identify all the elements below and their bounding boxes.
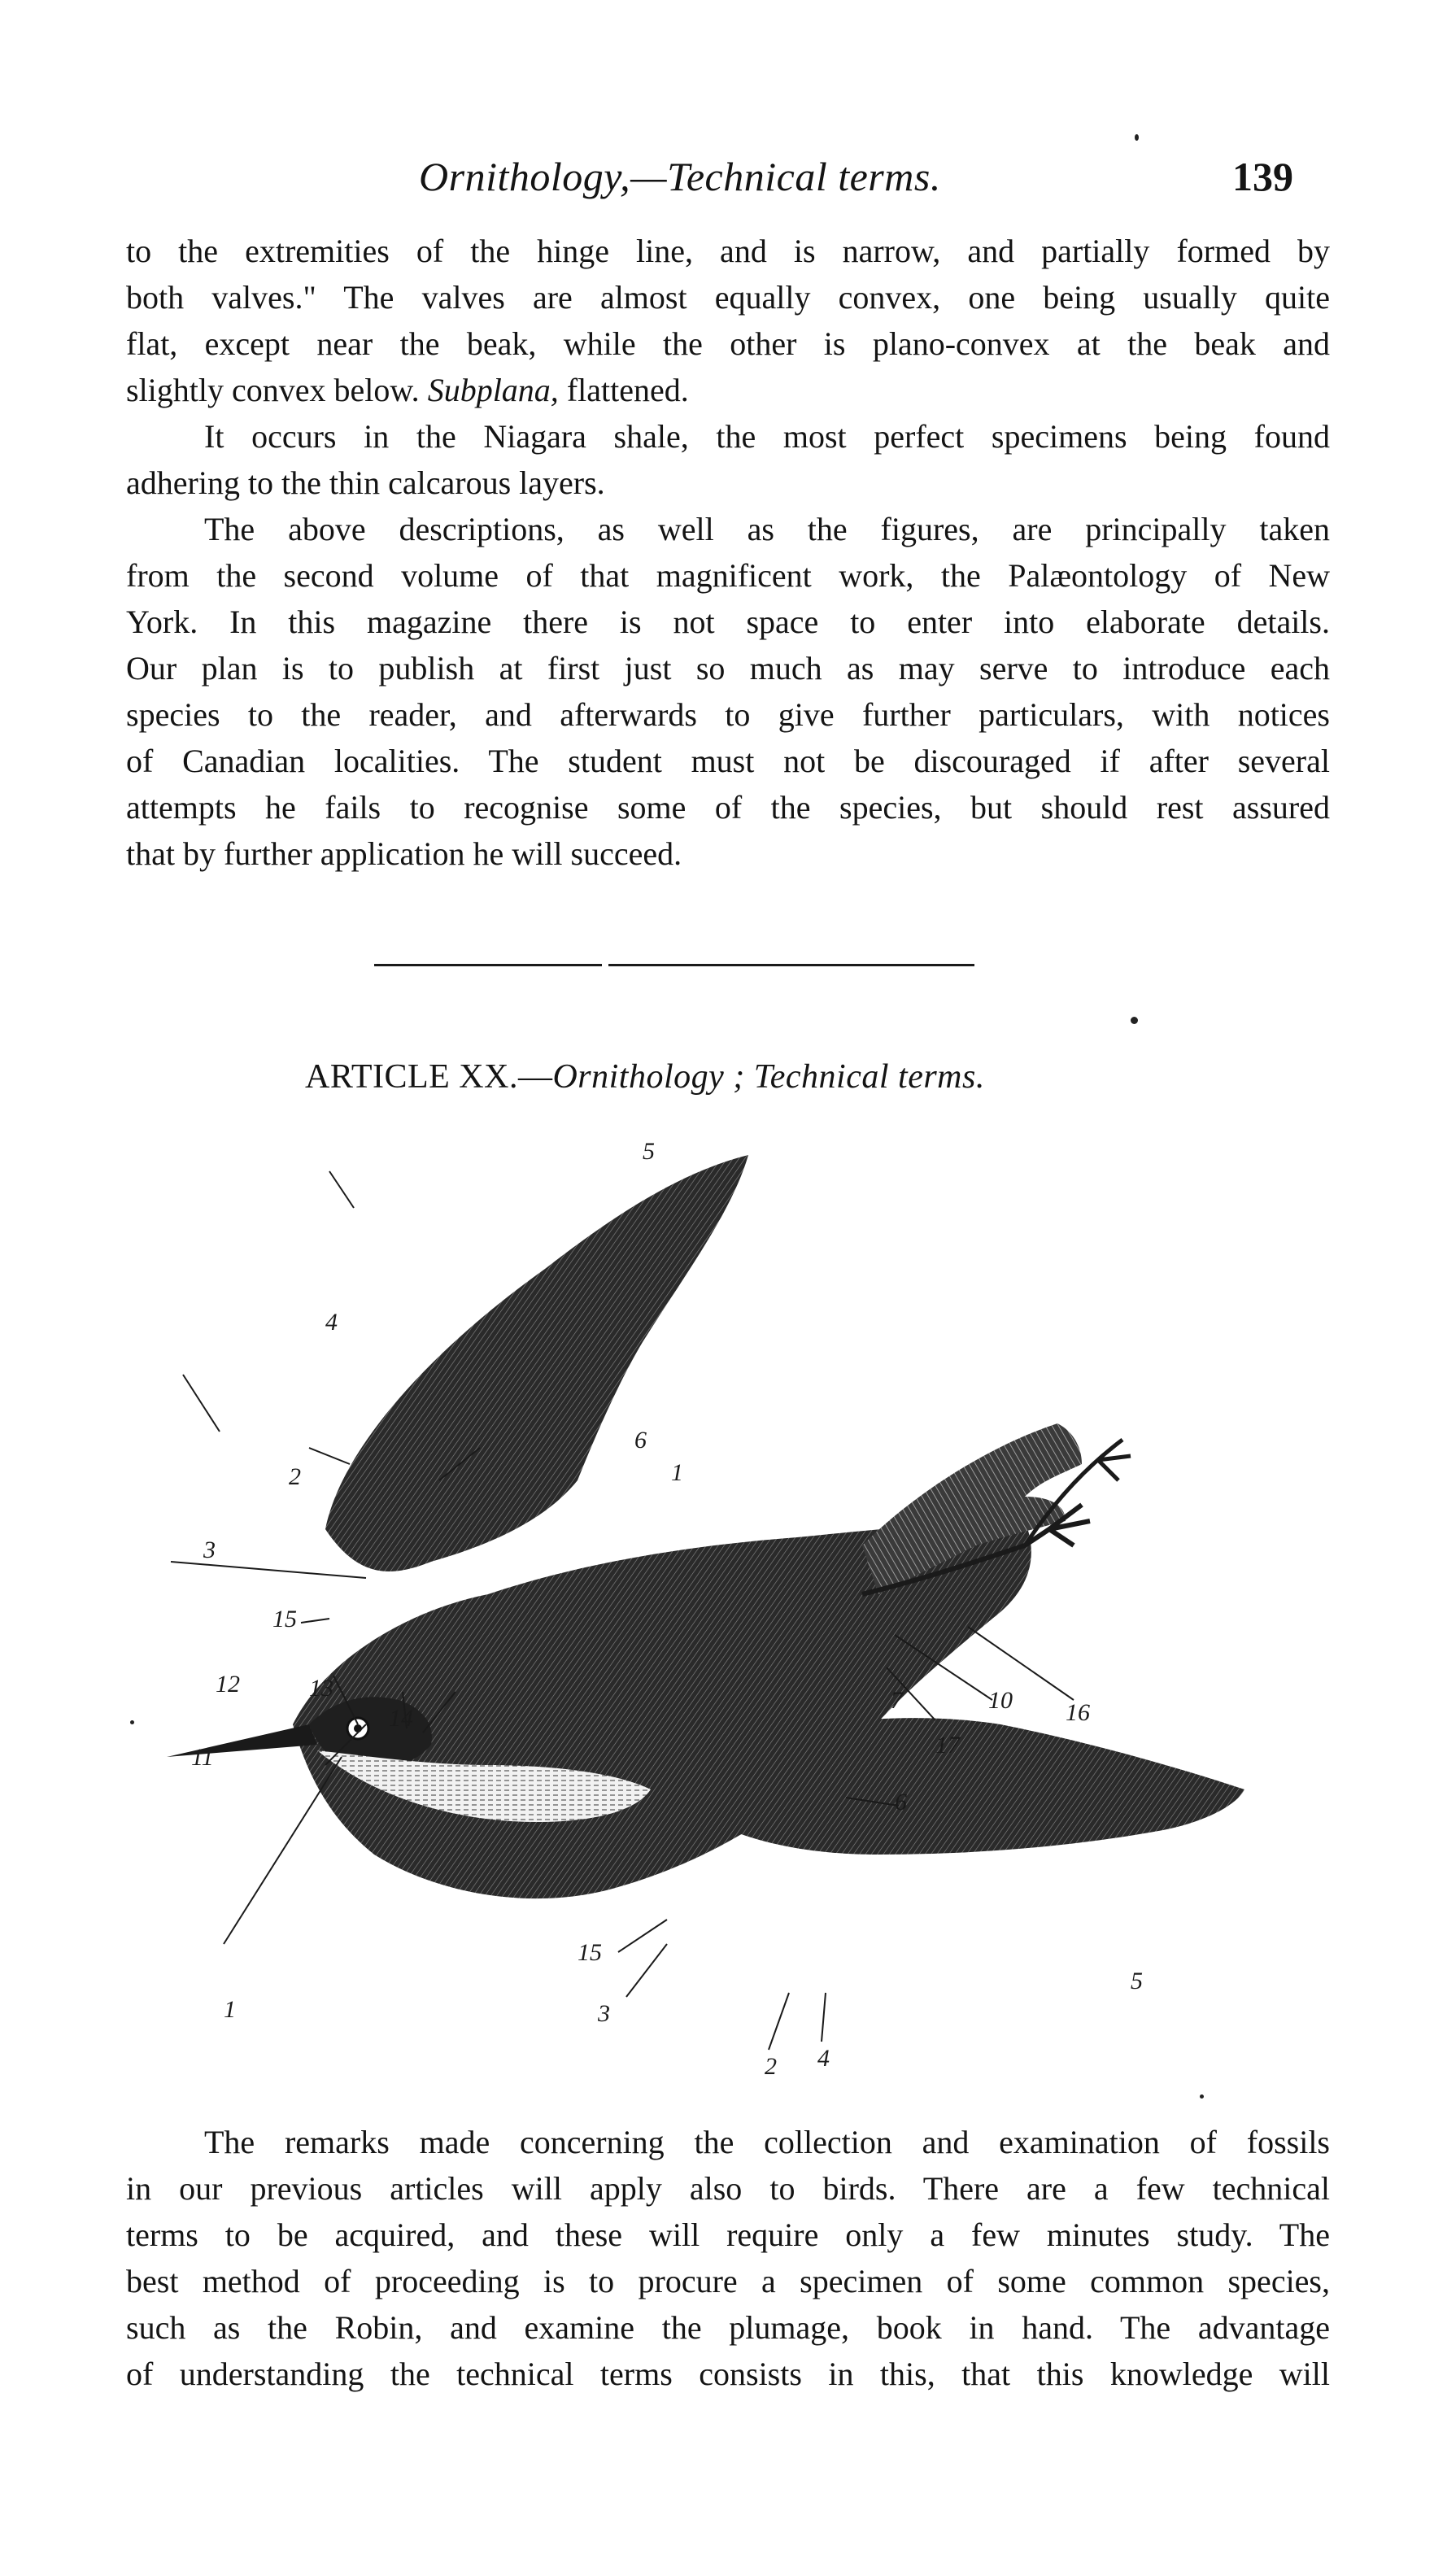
- figure-label: 4: [325, 1309, 338, 1336]
- figure-label: 6: [634, 1427, 647, 1454]
- figure-label: 15: [578, 1939, 602, 1966]
- figure-label: 2: [765, 2053, 777, 2080]
- paragraph-continuation: [126, 228, 1330, 413]
- text-line: adhering to the thin calcarous layers.: [126, 464, 605, 501]
- section-divider-right: [608, 964, 974, 966]
- text-line: flat, except near the beak, while the other is plano-convex at the beak and: [126, 325, 1330, 362]
- text-fragment: flattened.: [558, 372, 689, 408]
- text-line: terms to be acquired, and these will require only a few minutes study. The: [126, 2216, 1330, 2253]
- figure-label: 3: [598, 2000, 610, 2027]
- bird-figure: [163, 1139, 1285, 2115]
- text-line: attempts he fails to recognise some of the species, but should rest assured: [126, 789, 1330, 826]
- figure-label: 15: [272, 1606, 297, 1632]
- ink-speck: [1131, 1017, 1138, 1024]
- text-line: such as the Robin, and examine the plumage, book in hand. The advantage: [126, 2309, 1330, 2346]
- article-heading: [305, 1057, 985, 1096]
- figure-label: 16: [1066, 1699, 1090, 1726]
- text-line: The remarks made concerning the collection and examination of fossils: [204, 2124, 1330, 2160]
- text-line: It occurs in the Niagara shale, the most perfect specimens being found: [204, 418, 1330, 455]
- text-line: of Canadian localities. The student must not be discouraged if after several: [126, 743, 1330, 779]
- text-line: [126, 367, 1330, 413]
- upper-wing: [325, 1155, 748, 1571]
- ink-speck: [1135, 134, 1139, 141]
- text-line: in our previous articles will apply also to birds. There are a few technical: [126, 2170, 1330, 2207]
- figure-label: 2: [289, 1463, 301, 1490]
- text-line: both valves." The valves are almost equally convex, one being usually quite: [126, 279, 1330, 316]
- text-line: species to the reader, and afterwards to give further particulars, with notices: [126, 696, 1330, 733]
- figure-label: 10: [988, 1687, 1013, 1714]
- text-line: The above descriptions, as well as the figures, are principally taken: [204, 511, 1330, 547]
- text-line: best method of proceeding is to procure a specimen of some common species,: [126, 2263, 1330, 2299]
- figure-label: 6: [895, 1789, 907, 1815]
- species-name: Subplana,: [427, 372, 559, 408]
- figure-label: 1: [224, 1996, 236, 2023]
- text-fragment: slightly convex below.: [126, 372, 420, 408]
- figure-label: 14: [389, 1705, 413, 1732]
- text-line: York. In this magazine there is not space to enter into elaborate details.: [126, 604, 1330, 640]
- figure-label: 11: [191, 1744, 214, 1771]
- text-line: that by further application he will succeed.: [126, 835, 682, 872]
- running-head: [419, 153, 1314, 218]
- figure-label: 3: [203, 1536, 216, 1563]
- figure-label: 7: [891, 1687, 903, 1714]
- paragraph-remarks: [126, 2119, 1330, 2397]
- text-line: of understanding the technical terms consists in this, that this knowledge will: [126, 2356, 1330, 2392]
- figure-label: 17: [935, 1732, 960, 1759]
- ink-speck: [1200, 2094, 1204, 2099]
- text-line: to the extremities of the hinge line, and is narrow, and partially formed by: [126, 233, 1330, 269]
- lower-wing: [683, 1718, 1244, 1855]
- bird-illustration: [163, 1139, 1285, 2115]
- figure-label: 5: [643, 1139, 655, 1165]
- article-number: ARTICLE XX.—: [305, 1058, 553, 1096]
- article-title: Ornithology ; Technical terms.: [552, 1058, 985, 1096]
- figure-label: 5: [1131, 1968, 1143, 1994]
- text-line: Our plan is to publish at first just so much as may serve to introduce each: [126, 650, 1330, 686]
- running-head-title: Ornithology,—Technical terms.: [419, 154, 941, 199]
- figure-label: 4: [817, 2045, 830, 2072]
- figure-label: 13: [309, 1675, 333, 1702]
- ink-speck: [130, 1720, 134, 1724]
- bird-beak: [167, 1724, 317, 1757]
- page-number: 139: [1232, 154, 1293, 199]
- section-divider-left: [374, 964, 602, 966]
- paragraph-niagara: [126, 413, 1330, 506]
- figure-label: 12: [216, 1671, 240, 1698]
- figure-label: 1: [671, 1459, 683, 1486]
- paragraph-descriptions: [126, 506, 1330, 877]
- text-line: from the second volume of that magnificent work, the Palæontology of New: [126, 557, 1330, 594]
